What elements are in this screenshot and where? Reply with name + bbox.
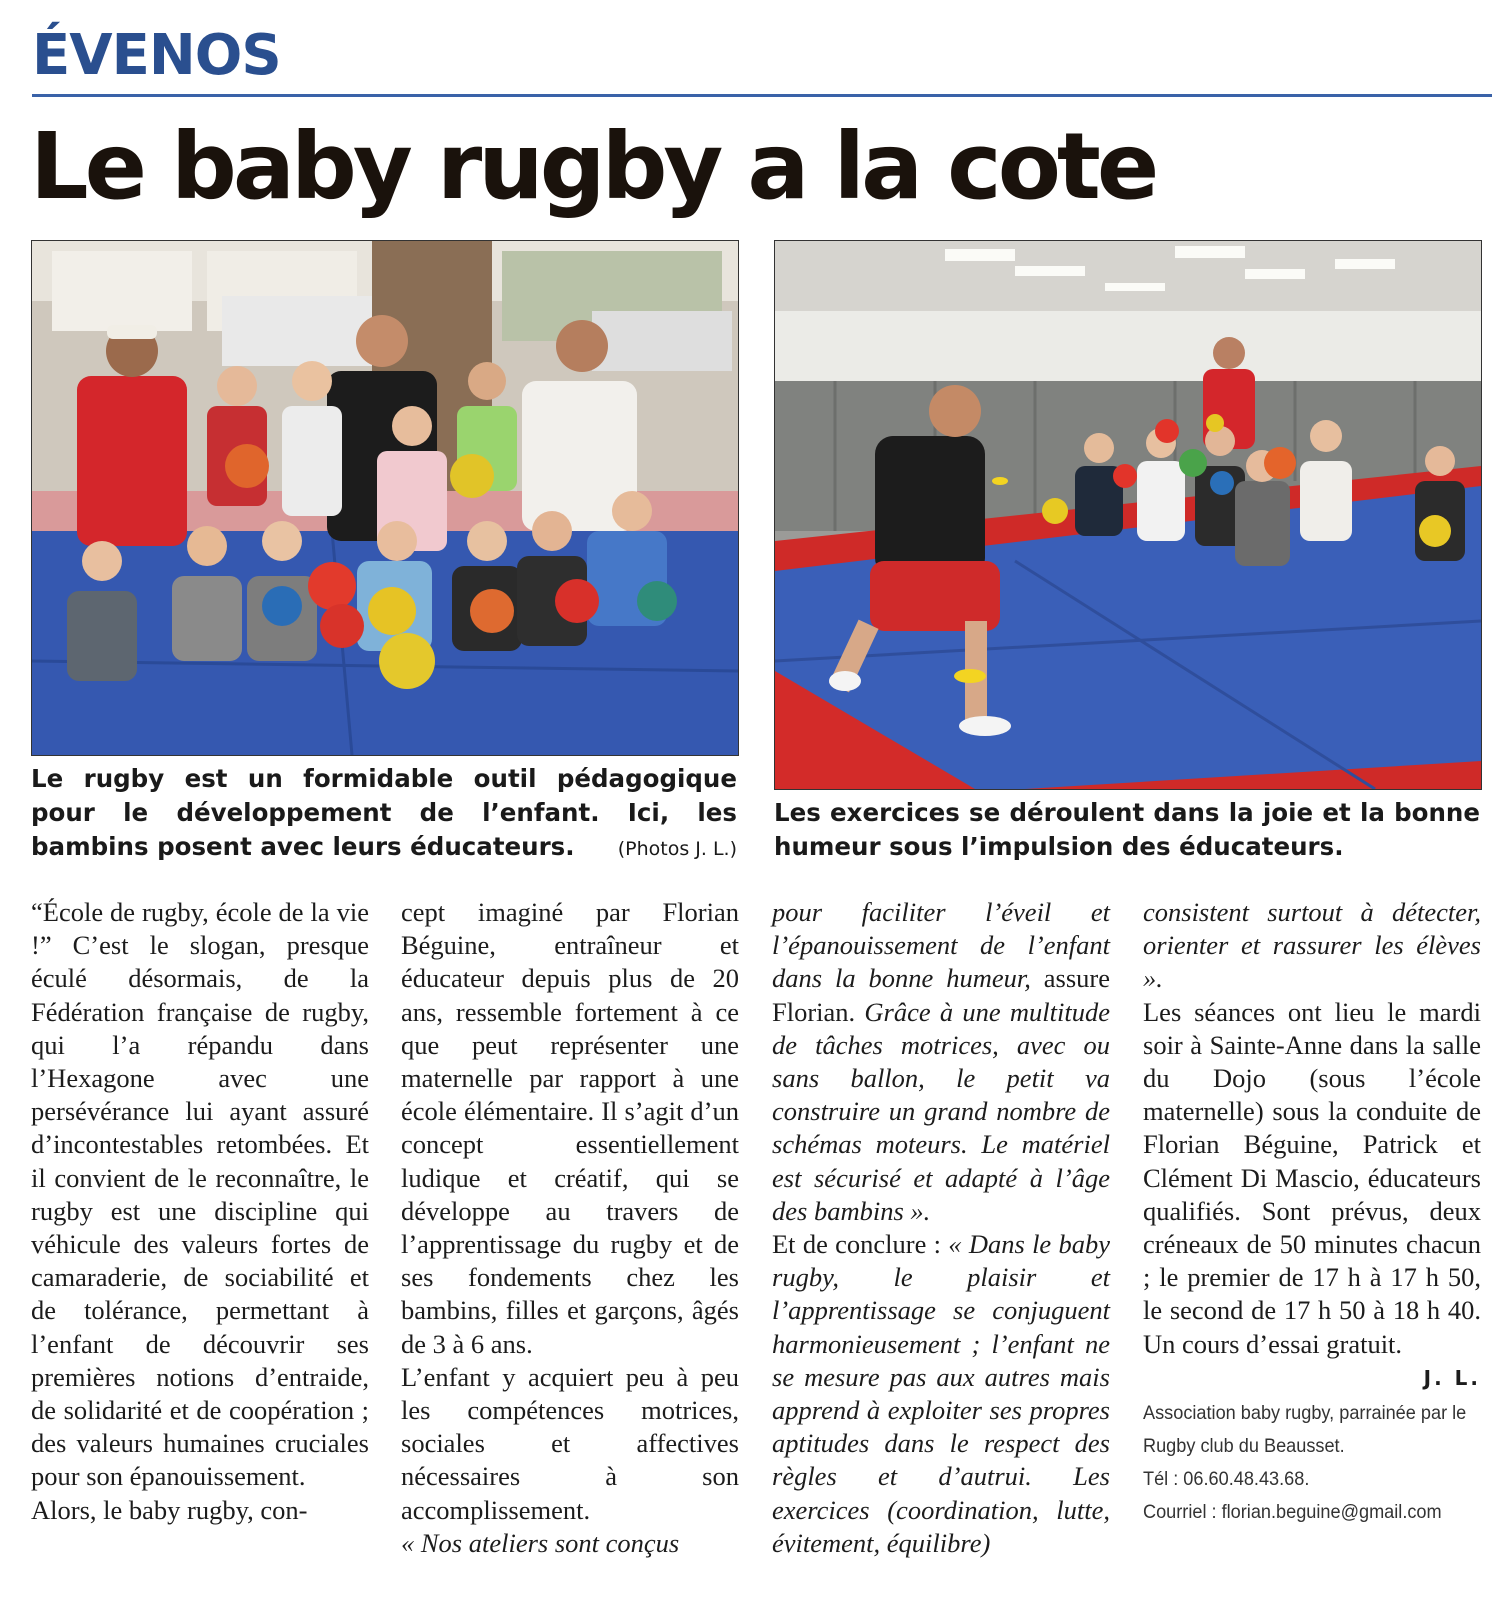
photo-left-caption-text: Le rugby est un formidable outil pédagogique pour le développement de l’enfant. Ici, les bambins posent avec leurs éducateurs. [31, 764, 737, 861]
section-rule [32, 94, 1492, 97]
contact-phone: Tél : 06.60.48.43.68. [1143, 1467, 1310, 1490]
photo-group-children-coaches [31, 240, 739, 756]
contact-email: Courriel : florian.beguine@gmail.com [1143, 1500, 1442, 1523]
quote-text: « Nos ateliers sont conçus [401, 1527, 680, 1558]
article-column-2 [401, 896, 739, 1560]
article-paragraph [772, 1228, 1110, 1560]
photo-right-caption [774, 796, 1480, 864]
section-rubric: ÉVENOS [32, 23, 281, 88]
photo-dojo-exercise [774, 240, 1482, 790]
photo-group-illustration [32, 241, 738, 755]
photo-credit: (Photos J. L.) [617, 838, 737, 860]
article-paragraph: Alors, le baby rugby, con- [31, 1494, 308, 1525]
photo-right-caption-text: Les exercices se déroulent dans la joie et la bonne humeur sous l’impulsion des éducateurs. [774, 798, 1480, 861]
article-paragraph: “École de rugby, école de la vie !” C’est le slogan, presque éculé désormais, de la Fédération française de rugby, qui l’a répandu dans l’Hexagone avec une persévérance lui ayant assuré d’incontestables retombées. Et il convient de le reconnaître, le rugby est une discipline qui véhicule des valeurs fortes de camaraderie, de sociabilité et de tolérance, permettant à l’enfant de découvrir ses premières notions d’entraide, de solidarité et de coopération ; des valeurs humaines cruciales pour son épanouissement. [31, 897, 369, 1492]
article-paragraph: cept imaginé par Florian Béguine, entraîneur et éducateur depuis plus de 20 ans, ressemble fortement à ce que peut représenter une maternelle par rapport à une école élémentaire. Il s’agit d’un concept essentiellement ludique et créatif, qui se développe au travers de l’apprentissage du rugby et de ses fondements chez les bambins, filles et garçons, âgés de 3 à 6 ans. [401, 897, 739, 1359]
article-paragraph [772, 896, 1110, 1228]
contact-info [1143, 1397, 1467, 1529]
article-paragraph [1143, 896, 1481, 996]
quote-text: consistent surtout à détecter, orienter et rassurer les élèves ». [1143, 897, 1481, 994]
contact-line: Association baby rugby, parrainée par le [1143, 1401, 1467, 1424]
conclusion-intro: Et de conclure : [772, 1229, 949, 1260]
quote-text: pour faciliter l’éveil et l’épanouissement de l’enfant dans la bonne humeur, [772, 897, 1110, 994]
author-signature: J. L. [1423, 1365, 1481, 1390]
photo-left-caption [31, 762, 737, 866]
article-headline: Le baby rugby a la cote [30, 113, 1156, 220]
quote-text: « Dans le baby rugby, le plaisir et l’apprentissage se conjuguent harmonieusement ; l’enfant ne se mesure pas aux autres mais apprend à exploiter ses propres aptitudes dans le respect des règles et d’autrui. Les exercices (coordination, lutte, évitement, équilibre) [772, 1229, 1110, 1558]
photo-dojo-illustration [775, 241, 1481, 789]
quote-text: Grâce à une multitude de tâches motrices, avec ou sans ballon, le petit va construire un grand nombre de schémas moteurs. Le matériel est sécurisé et adapté à l’âge des bambins ». [772, 996, 1110, 1226]
article-column-4 [1143, 896, 1481, 1529]
article-column-1 [31, 896, 369, 1527]
contact-line: Rugby club du Beausset. [1143, 1434, 1345, 1457]
attribution-text: assure Florian. [772, 963, 1110, 1027]
article-paragraph: Les séances ont lieu le mardi soir à Sainte-Anne dans la salle du Dojo (sous l’école maternelle) sous la conduite de Florian Béguine, Patrick et Clément Di Mascio, éducateurs qualifiés. Sont prévus, deux créneaux de 50 minutes chacun ; le premier de 17 h à 17 h 50, le second de 17 h 50 à 18 h 40. Un cours d’essai gratuit. [1143, 996, 1481, 1359]
article-quote-start [401, 1527, 739, 1560]
article-column-3 [772, 896, 1110, 1560]
article-paragraph: L’enfant y acquiert peu à peu les compétences motrices, sociales et affectives nécessaires à son accomplissement. [401, 1361, 739, 1525]
